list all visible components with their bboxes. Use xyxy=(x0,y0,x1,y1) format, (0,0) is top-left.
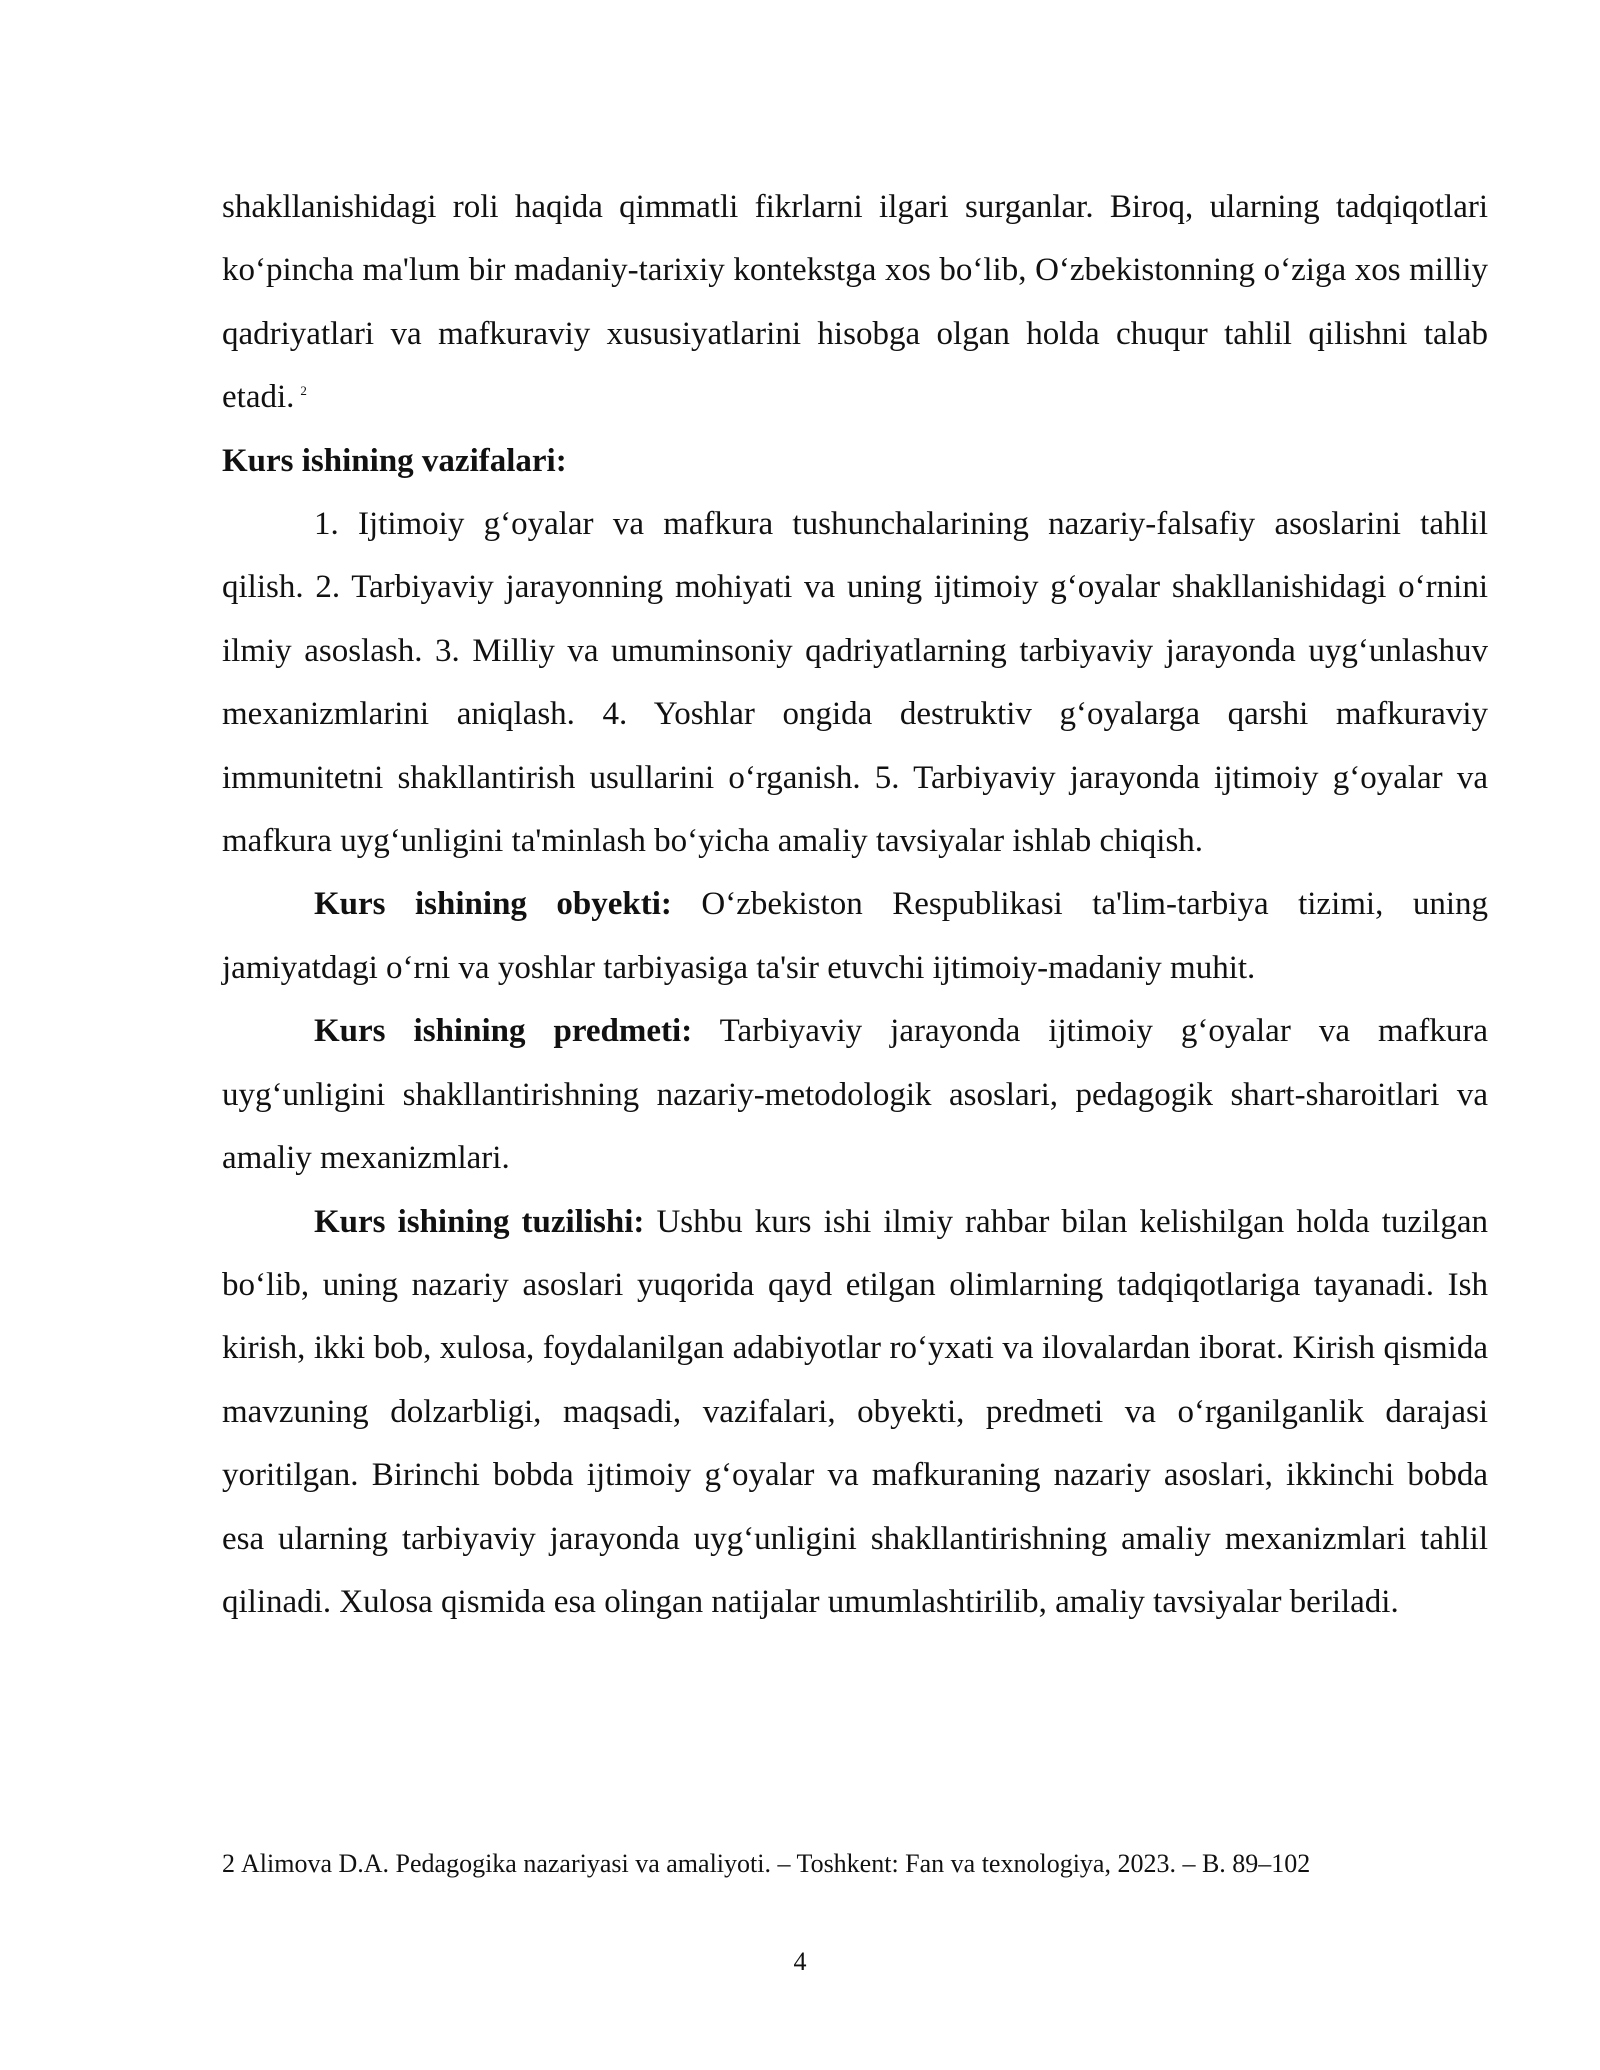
page-number: 4 xyxy=(793,1947,807,1976)
structure-text: Ushbu kurs ishi ilmiy rahbar bilan kelishilgan holda tuzilgan bo‘lib, uning nazariy asoslari yuqorida qayd etilgan olimlarning tadqiqotlariga tayanadi. Ish kirish, ikki bob, xulosa, foydalanilgan adabiyotlar ro‘yxati va ilovalardan iborat. Kirish qismida mavzuning dolzarbligi, maqsadi, vazifalari, obyekti, predmeti va o‘rganilganlik darajasi yoritilgan. Birinchi bobda ijtimoiy g‘oyalar va mafkuraning nazariy asoslari, ikkinchi bobda esa ularning tarbiyaviy jarayonda uyg‘unligini shakllantirishning amaliy mexanizmlari tahlil qilinadi. Xulosa qismida esa olingan natijalar umumlashtirilib, amaliy tavsiyalar beriladi. xyxy=(222,1203,1488,1620)
tasks-heading: Kurs ishining vazifalari: xyxy=(222,442,567,479)
page-body xyxy=(222,176,1488,1634)
structure-paragraph xyxy=(222,1191,1488,1635)
structure-label: Kurs ishining tuzilishi: xyxy=(314,1203,645,1240)
subject-paragraph xyxy=(222,1000,1488,1190)
tasks-paragraph: 1. Ijtimoiy g‘oyalar va mafkura tushunchalarining nazariy-falsafiy asoslarini tahlil qilish. 2. Tarbiyaviy jarayonning mohiyati va uning ijtimoiy g‘oyalar shakllanishidagi o‘rnini ilmiy asoslash. 3. Milliy va umuminsoniy qadriyatlarning tarbiyaviy jarayonda uyg‘unlashuv mexanizmlarini aniqlash. 4. Yoshlar ongida destruktiv g‘oyalarga qarshi mafkuraviy immunitetni shakllantirish usullarini o‘rganish. 5. Tarbiyaviy jarayonda ijtimoiy g‘oyalar va mafkura uyg‘unligini ta'minlash bo‘yicha amaliy tavsiyalar ishlab chiqish. xyxy=(222,506,1488,860)
subject-label: Kurs ishining predmeti: xyxy=(314,1013,693,1050)
footnote-reference[interactable]: 2 xyxy=(300,383,307,399)
object-label: Kurs ishining obyekti: xyxy=(314,886,672,923)
footnote xyxy=(222,1846,1488,1882)
footnote-number: 2 xyxy=(222,1849,235,1878)
intro-text: shakllanishidagi roli haqida qimmatli fikrlarni ilgari surganlar. Biroq, ularning tadqiqotlari ko‘pincha ma'lum bir madaniy-tarixiy kontekstga xos bo‘lib, O‘zbekistonning o‘ziga xos milliy qadriyatlari va mafkuraviy xususiyatlarini hisobga olgan holda chuqur tahlil qilishni talab etadi. xyxy=(222,189,1488,416)
object-paragraph xyxy=(222,873,1488,1000)
intro-paragraph xyxy=(222,176,1488,430)
footnote-text: Alimova D.A. Pedagogika nazariyasi va amaliyoti. – Toshkent: Fan va texnologiya, 2023. – B. 89–102 xyxy=(241,1849,1311,1878)
object-text: O‘zbekiston Respublikasi ta'lim-tarbiya tizimi, uning jamiyatdagi o‘rni va yoshlar tarbiyasiga ta'sir etuvchi ijtimoiy-madaniy muhit. xyxy=(222,886,1488,986)
subject-text: Tarbiyaviy jarayonda ijtimoiy g‘oyalar va mafkura uyg‘unligini shakllantirishning nazariy-metodologik asoslari, pedagogik shart-sharoitlari va amaliy mexanizmlari. xyxy=(222,1013,1488,1177)
